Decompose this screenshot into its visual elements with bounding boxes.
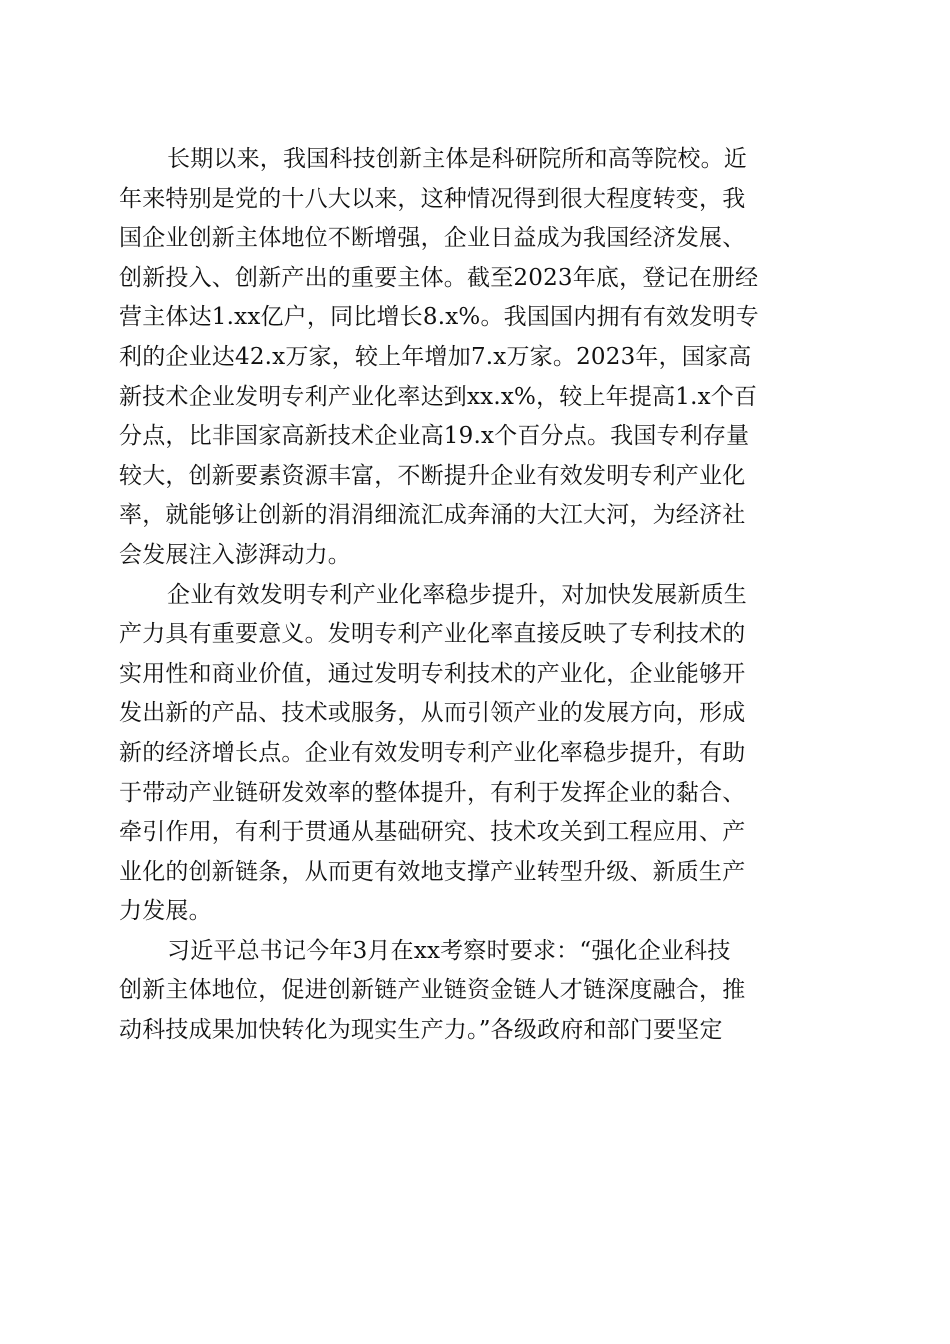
paragraph-line: 长期以来，我国科技创新主体是科研院所和高等院校。近 xyxy=(167,146,747,172)
paragraph-line: 会发展注入澎湃动力。 xyxy=(119,541,351,568)
paragraph-line: 利的企业达42.x万家，较上年增加7.x万家。2023年，国家高 xyxy=(119,343,752,370)
paragraph-line: 习近平总书记今年3月在xx考察时要求：“强化企业科技 xyxy=(167,937,731,964)
paragraph-line: 国企业创新主体地位不断增强，企业日益成为我国经济发展、 xyxy=(119,225,746,252)
paragraph-line: 力发展。 xyxy=(119,898,212,925)
paragraph-line: 创新主体地位，促进创新链产业链资金链人才链深度融合，推 xyxy=(119,977,746,1004)
paragraph-line: 牵引作用，有利于贯通从基础研究、技术攻关到工程应用、产 xyxy=(119,819,746,846)
paragraph-3 xyxy=(119,932,829,1051)
paragraph-line: 较大，创新要素资源丰富，不断提升企业有效发明专利产业化 xyxy=(119,462,746,489)
paragraph-line: 实用性和商业价值，通过发明专利技术的产业化，企业能够开 xyxy=(119,660,746,687)
paragraph-line: 企业有效发明专利产业化率稳步提升，对加快发展新质生 xyxy=(167,581,747,608)
paragraph-line: 创新投入、创新产出的重要主体。截至2023年底，登记在册经 xyxy=(119,264,759,291)
paragraph-line: 营主体达1.xx亿户，同比增长8.x%。我国国内拥有有效发明专 xyxy=(119,304,759,331)
paragraph-line: 产力具有重要意义。发明专利产业化率直接反映了专利技术的 xyxy=(119,621,746,648)
paragraph-line: 发出新的产品、技术或服务，从而引领产业的发展方向，形成 xyxy=(119,700,746,727)
document-body xyxy=(119,140,829,1051)
paragraph-line: 分点，比非国家高新技术企业高19.x个百分点。我国专利存量 xyxy=(119,423,750,450)
paragraph-1 xyxy=(119,140,829,576)
paragraph-line: 新技术企业发明专利产业化率达到xx.x%，较上年提高1.x个百 xyxy=(119,383,758,410)
paragraph-line: 率，就能够让创新的涓涓细流汇成奔涌的大江大河，为经济社 xyxy=(119,502,746,529)
paragraph-2 xyxy=(119,576,829,932)
paragraph-line: 新的经济增长点。企业有效发明专利产业化率稳步提升，有助 xyxy=(119,739,746,766)
paragraph-line: 于带动产业链研发效率的整体提升，有利于发挥企业的黏合、 xyxy=(119,779,746,806)
paragraph-line: 业化的创新链条，从而更有效地支撑产业转型升级、新质生产 xyxy=(119,858,746,885)
paragraph-line: 动科技成果加快转化为现实生产力。”各级政府和部门要坚定 xyxy=(119,1017,723,1044)
paragraph-line: 年来特别是党的十八大以来，这种情况得到很大程度转变，我 xyxy=(119,185,746,212)
